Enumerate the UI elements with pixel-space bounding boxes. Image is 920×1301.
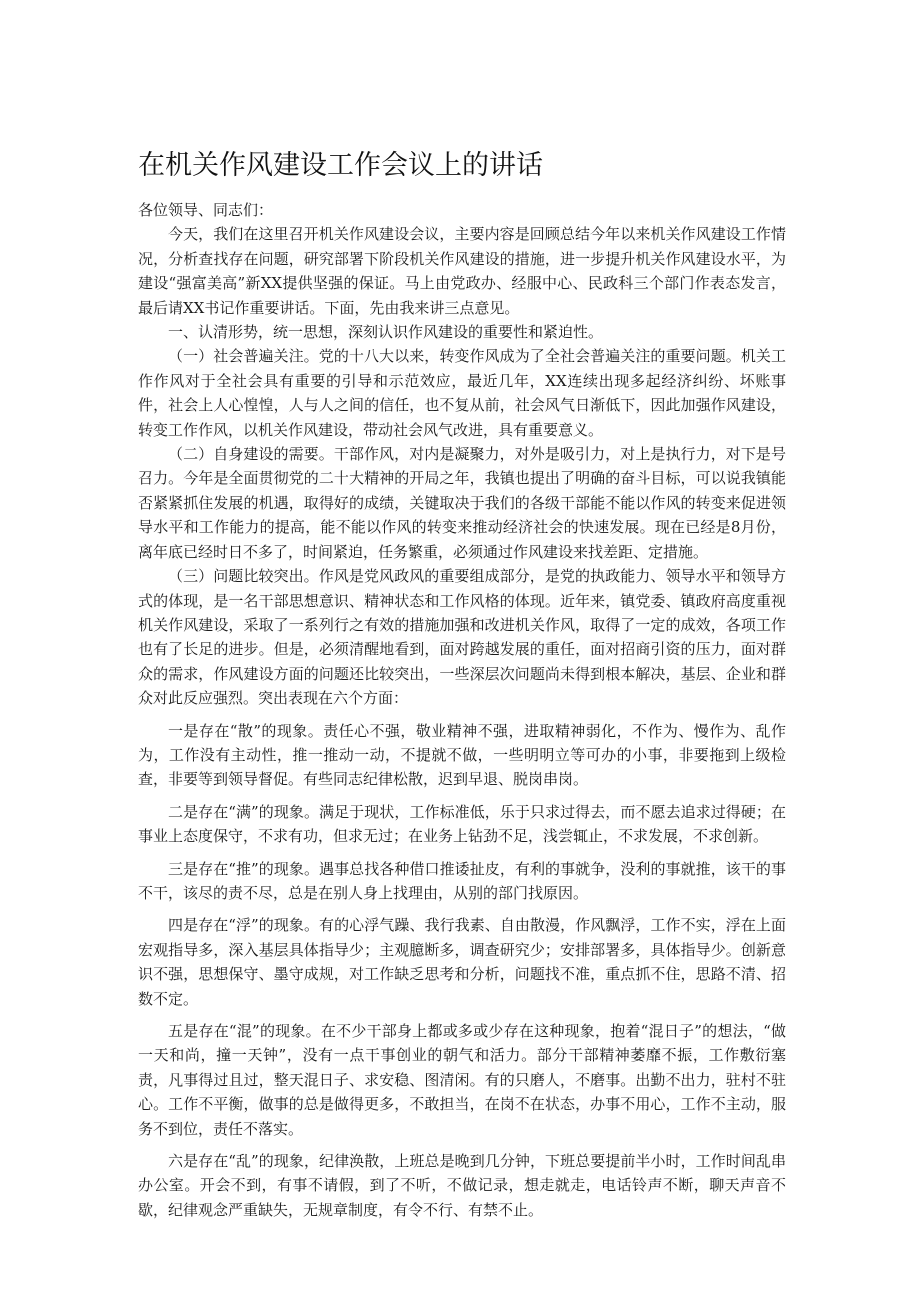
paragraph-issue-fu: 四是存在“浮”的现象。有的心浮气躁、我行我素、自由散漫，作风飘浮，工作不实，浮在上面宏观指导多，深入基层具体指导少；主观臆断多，调查研究少；安排部署多，具体指导少。创新意识不强，思想保守、墨守成规，对工作缺乏思考和分析，问题找不准，重点抓不住，思路不清、招数不定。 xyxy=(138,916,786,1008)
paragraph-intro: 今天，我们在这里召开机关作风建设会议，主要内容是回顾总结今年以来机关作风建设工作情况，分析查找存在问题，研究部署下阶段机关作风建设的措施，进一步提升机关作风建设水平，为建设“强富美高”新XX提供坚强的保证。马上由党政办、经服中心、民政科三个部门作表态发言，最后请XX书记作重要讲话。下面，先由我来讲三点意见。 xyxy=(138,225,786,317)
paragraph-social-attention: （一）社会普遍关注。党的十八大以来，转变作风成为了全社会普遍关注的重要问题。机关工作作风对于全社会具有重要的引导和示范效应，最近几年，XX连续出现多起经济纠纷、坏账事件，社会上人心惶惶，人与人之间的信任，也不复从前，社会风气日渐低下，因此加强作风建设，转变工作作风，以机关作风建设，带动社会风气改进，具有重要意义。 xyxy=(138,347,786,439)
paragraph-issue-man: 二是存在“满”的现象。满足于现状，工作标准低，乐于只求过得去，而不愿去追求过得硬；在事业上态度保守，不求有功，但求无过；在业务上钻劲不足，浅尝辄止，不求发展，不求创新。 xyxy=(138,802,786,846)
document-body xyxy=(138,198,786,1222)
paragraph-issue-luan: 六是存在“乱”的现象，纪律涣散，上班总是晚到几分钟，下班总要提前半小时，工作时间乱串办公室。开会不到，有事不请假，到了不听，不做记录，想走就走，电话铃声不断，聊天声音不歇，纪律观念严重缺失，无规章制度，有令不行、有禁不止。 xyxy=(138,1152,786,1219)
paragraph-issue-hun: 五是存在“混”的现象。在不少干部身上都或多或少存在这种现象，抱着“混日子”的想法，“做一天和尚，撞一天钟”，没有一点干事创业的朝气和活力。部分干部精神萎靡不振，工作敷衍塞责，凡事得过且过，整天混日子、求安稳、图清闲。有的只磨人，不磨事。出勤不出力，驻村不驻心。工作不平衡，做事的总是做得更多，不敢担当，在岗不在状态，办事不用心，工作不主动，服务不到位，责任不落实。 xyxy=(138,1022,786,1138)
document-title: 在机关作风建设工作会议上的讲话 xyxy=(138,150,543,181)
paragraph-issue-tui: 三是存在“推”的现象。遇事总找各种借口推诿扯皮，有利的事就争，没利的事就推，该干的事不干，该尽的责不尽，总是在别人身上找理由，从别的部门找原因。 xyxy=(138,859,786,902)
salutation: 各位领导、同志们： xyxy=(138,201,274,219)
section-heading-1: 一、认清形势，统一思想，深刻认识作风建设的重要性和紧迫性。 xyxy=(168,323,604,342)
paragraph-issue-san: 一是存在“散”的现象。责任心不强，敬业精神不强，进取精神弱化，不作为、慢作为、乱作为，工作没有主动性，推一推动一动，不提就不做，一些明明立等可办的小事，非要拖到上级检查，非要等到领导督促。有些同志纪律松散，迟到早退、脱岗串岗。 xyxy=(138,721,786,789)
paragraph-problems: （三）问题比较突出。作风是党风政风的重要组成部分，是党的执政能力、领导水平和领导方式的体现，是一名干部思想意识、精神状态和工作风格的体现。近年来，镇党委、镇政府高度重视机关作风建设，采取了一系列行之有效的措施加强和改进机关作风，取得了一定的成效，各项工作也有了长足的进步。但是，必须清醒地看到，面对跨越发展的重任，面对招商引资的压力，面对群众的需求，作风建设方面的问题还比较突出，一些深层次问题尚未得到根本解决，基层、企业和群众对此反应强烈。突出表现在六个方面： xyxy=(138,567,786,708)
paragraph-self-building: （二）自身建设的需要。干部作风，对内是凝聚力，对外是吸引力，对上是执行力，对下是号召力。今年是全面贯彻党的二十大精神的开局之年，我镇也提出了明确的奋斗目标，可以说我镇能否紧紧抓住发展的机遇，取得好的成绩，关键取决于我们的各级干部能不能以作风的转变来促进领导水平和工作能力的提高，能不能以作风的转变来推动经济社会的快速发展。现在已经是8月份，离年底已经时日不多了，时间紧迫，任务繁重，必须通过作风建设来找差距、定措施。 xyxy=(138,445,786,561)
